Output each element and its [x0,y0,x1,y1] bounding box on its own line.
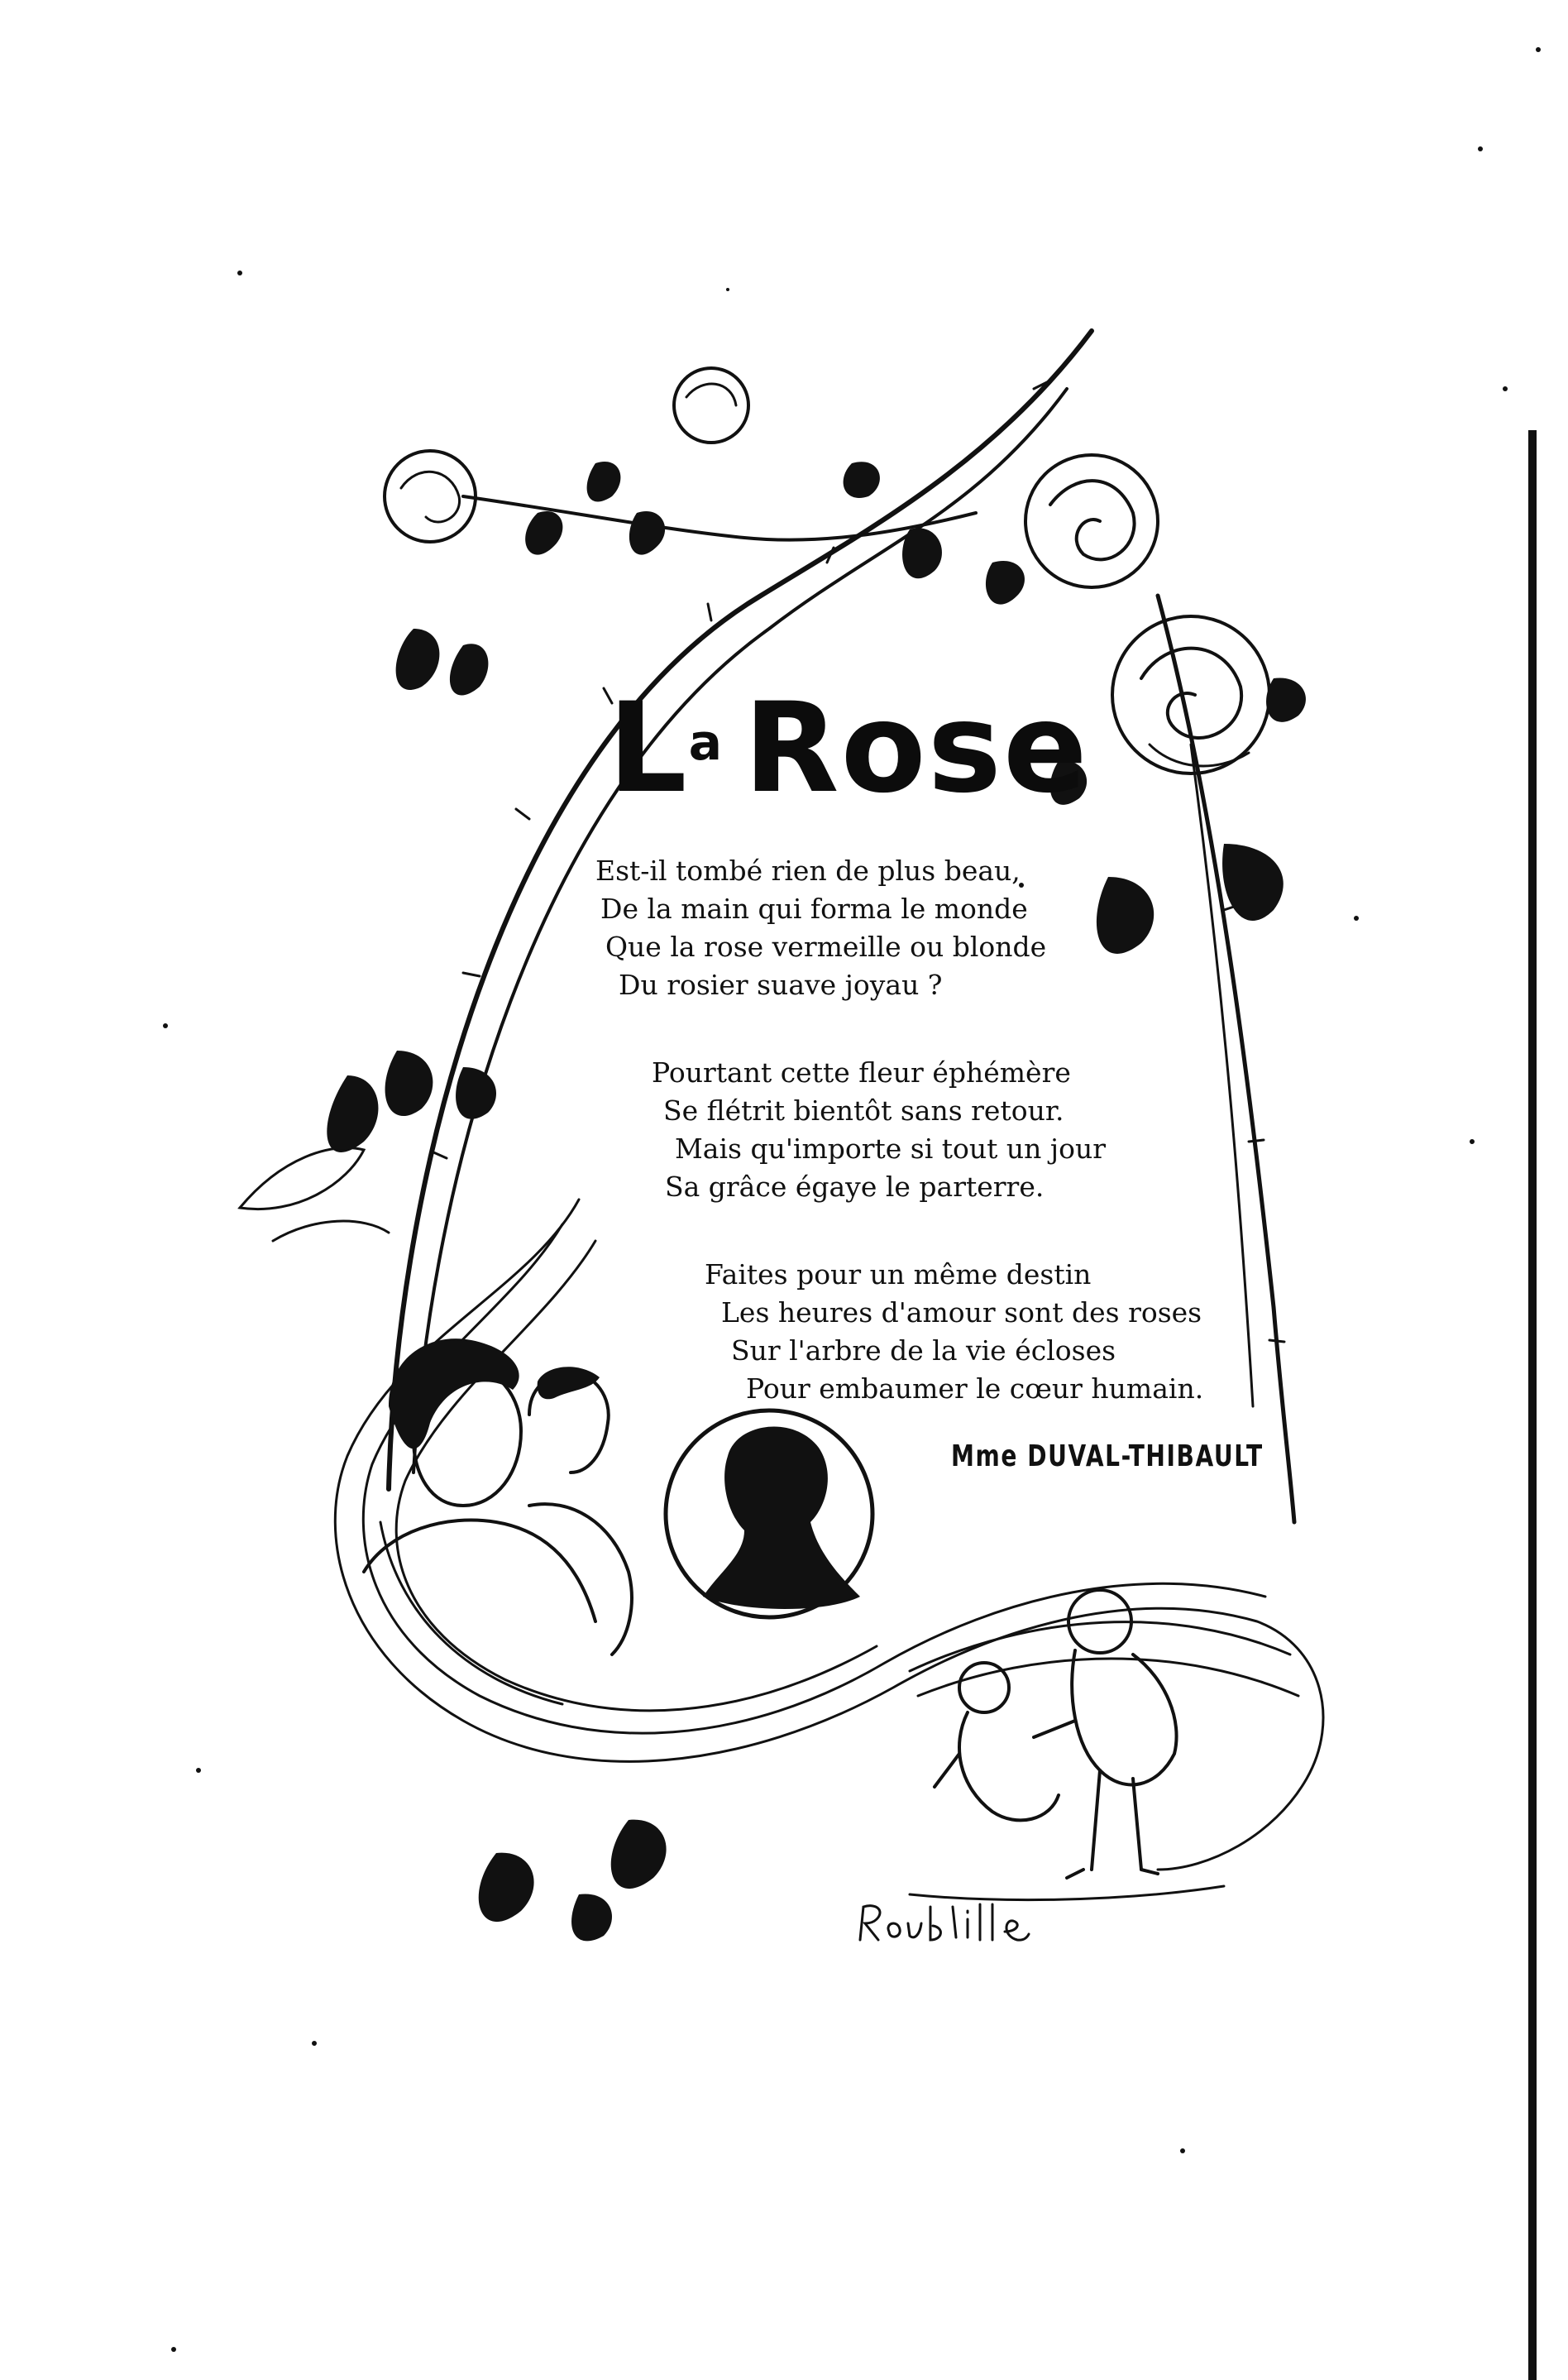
stanza [496,1256,1204,1408]
stanza [496,852,1158,1004]
poem-line: Se flétrit bientôt sans retour. [663,1094,1064,1127]
cherub-figures [910,1590,1224,1900]
poem-line: Du rosier suave joyau ? [619,969,943,1001]
title-initial: L [608,677,689,821]
rose-top-left [385,368,748,542]
author-name: Mme DUVAL-THIBAULT [951,1439,1264,1473]
poem-line: Est-il tombé rien de plus beau, [595,855,1021,887]
poem-line: De la main qui forma le monde [600,893,1028,925]
poem-line: Les heures d'amour sont des roses [721,1296,1202,1329]
artist-signature [852,1894,1034,1952]
poem-line: Sa grâce égaye le parterre. [665,1171,1045,1203]
poem-title [608,677,1089,821]
title-word: Rose [743,677,1089,821]
poem-line: Mais qu'importe si tout un jour [675,1133,1107,1165]
poem-line: Que la rose vermeille ou blonde [605,931,1047,963]
poem-line: Pourtant cette fleur éphémère [652,1056,1071,1089]
title-a: a [688,714,724,772]
poem-line: Faites pour un même destin [705,1258,1092,1291]
poem-body [496,852,1204,1458]
poem-line: Pour embaumer le cœur humain. [746,1372,1204,1405]
poem-line: Sur l'arbre de la vie écloses [731,1334,1116,1367]
stanza [496,1054,1158,1206]
page-edge-shadow [1528,430,1537,2380]
